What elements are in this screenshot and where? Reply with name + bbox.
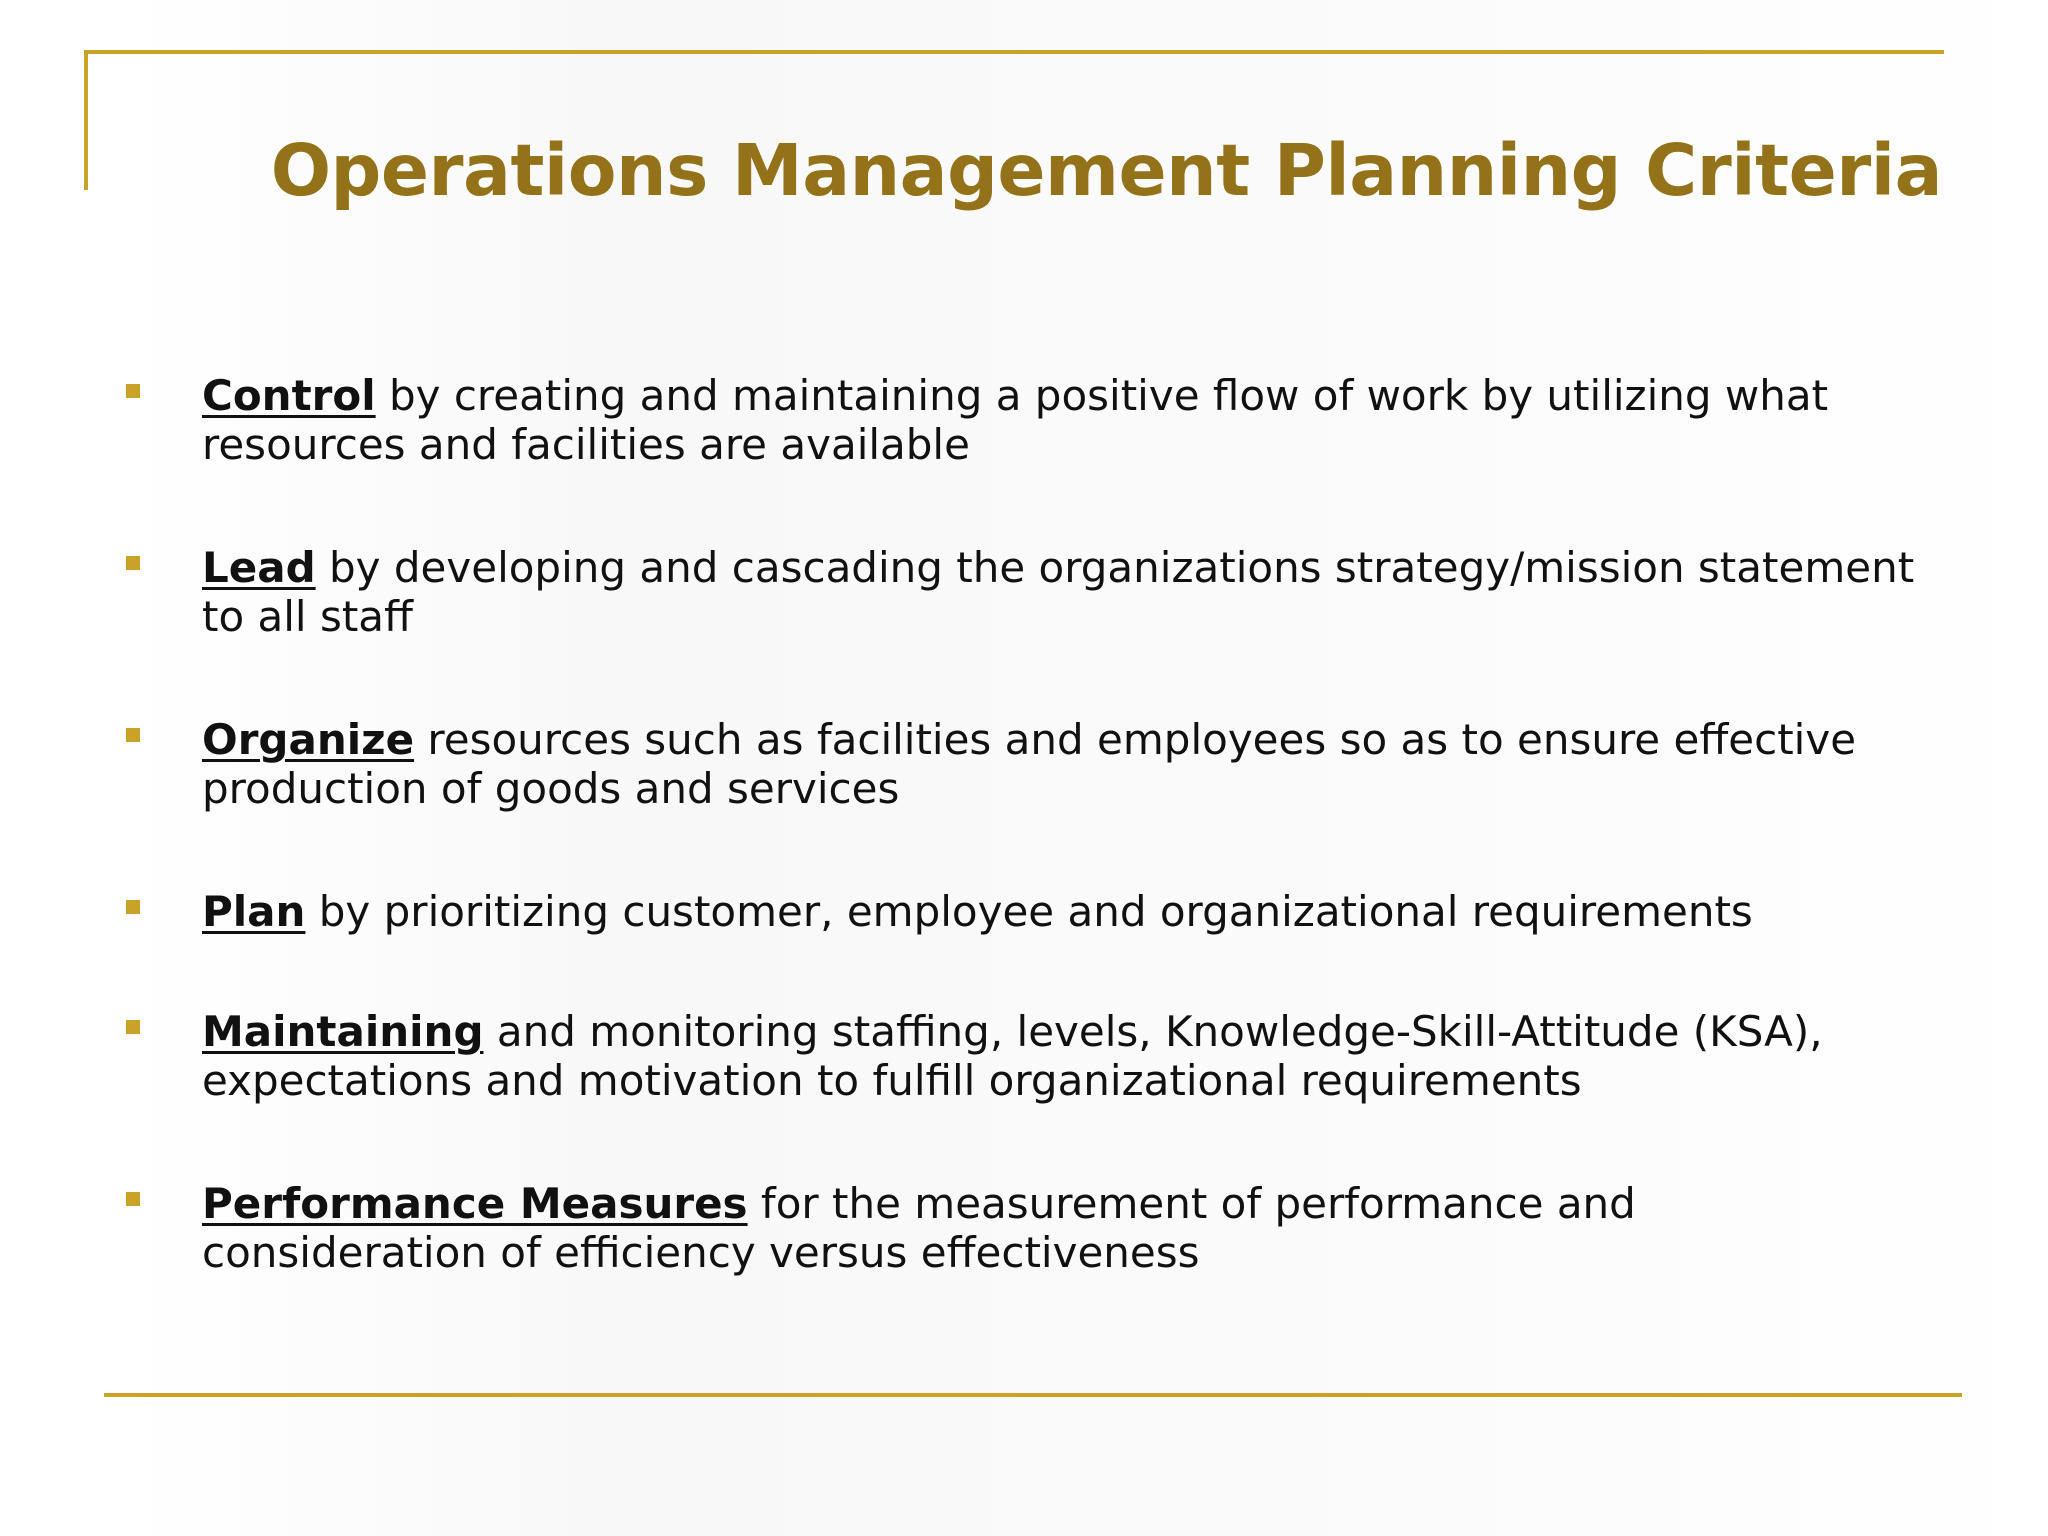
bullet-text	[202, 887, 1926, 936]
bullet-item-lead	[126, 543, 1926, 715]
bullet-description: and monitoring staffing, levels, Knowledge-Skill-Attitude (KSA), expectations and motivation to fulfill organizational requirements	[202, 1007, 1823, 1105]
bullet-text	[202, 1179, 1926, 1277]
bullet-text	[202, 371, 1926, 469]
bullet-item-plan	[126, 887, 1926, 1007]
bullet-text	[202, 1007, 1926, 1105]
bullet-term: Plan	[202, 887, 306, 936]
square-bullet-icon	[126, 1192, 140, 1206]
bullet-text	[202, 715, 1926, 813]
bullet-item-maintaining	[126, 1007, 1926, 1179]
bottom-rule	[104, 1393, 1962, 1397]
bullet-term: Lead	[202, 543, 316, 592]
bullet-list	[126, 371, 1926, 1351]
bullet-term: Control	[202, 371, 376, 420]
bullet-description: for the measurement of performance and consideration of efficiency versus effectiveness	[202, 1179, 1636, 1277]
bullet-term: Performance Measures	[202, 1179, 748, 1228]
square-bullet-icon	[126, 384, 140, 398]
top-rule	[84, 50, 1944, 54]
square-bullet-icon	[126, 556, 140, 570]
bullet-item-control	[126, 371, 1926, 543]
bullet-item-performance-measures	[126, 1179, 1926, 1351]
square-bullet-icon	[126, 900, 140, 914]
left-rule	[84, 50, 88, 190]
bullet-description: by prioritizing customer, employee and organizational requirements	[305, 887, 1753, 936]
bullet-description: resources such as facilities and employees so as to ensure effective production of goods and services	[202, 715, 1857, 813]
bullet-text	[202, 543, 1926, 641]
bullet-term: Maintaining	[202, 1007, 484, 1056]
bullet-term: Organize	[202, 715, 415, 764]
slide-title: Operations Management Planning Criteria	[270, 128, 1942, 212]
bullet-description: by creating and maintaining a positive flow of work by utilizing what resources and facilities are available	[202, 371, 1829, 469]
bullet-description: by developing and cascading the organizations strategy/mission statement to all staff	[202, 543, 1915, 641]
bullet-item-organize	[126, 715, 1926, 887]
square-bullet-icon	[126, 728, 140, 742]
square-bullet-icon	[126, 1020, 140, 1034]
